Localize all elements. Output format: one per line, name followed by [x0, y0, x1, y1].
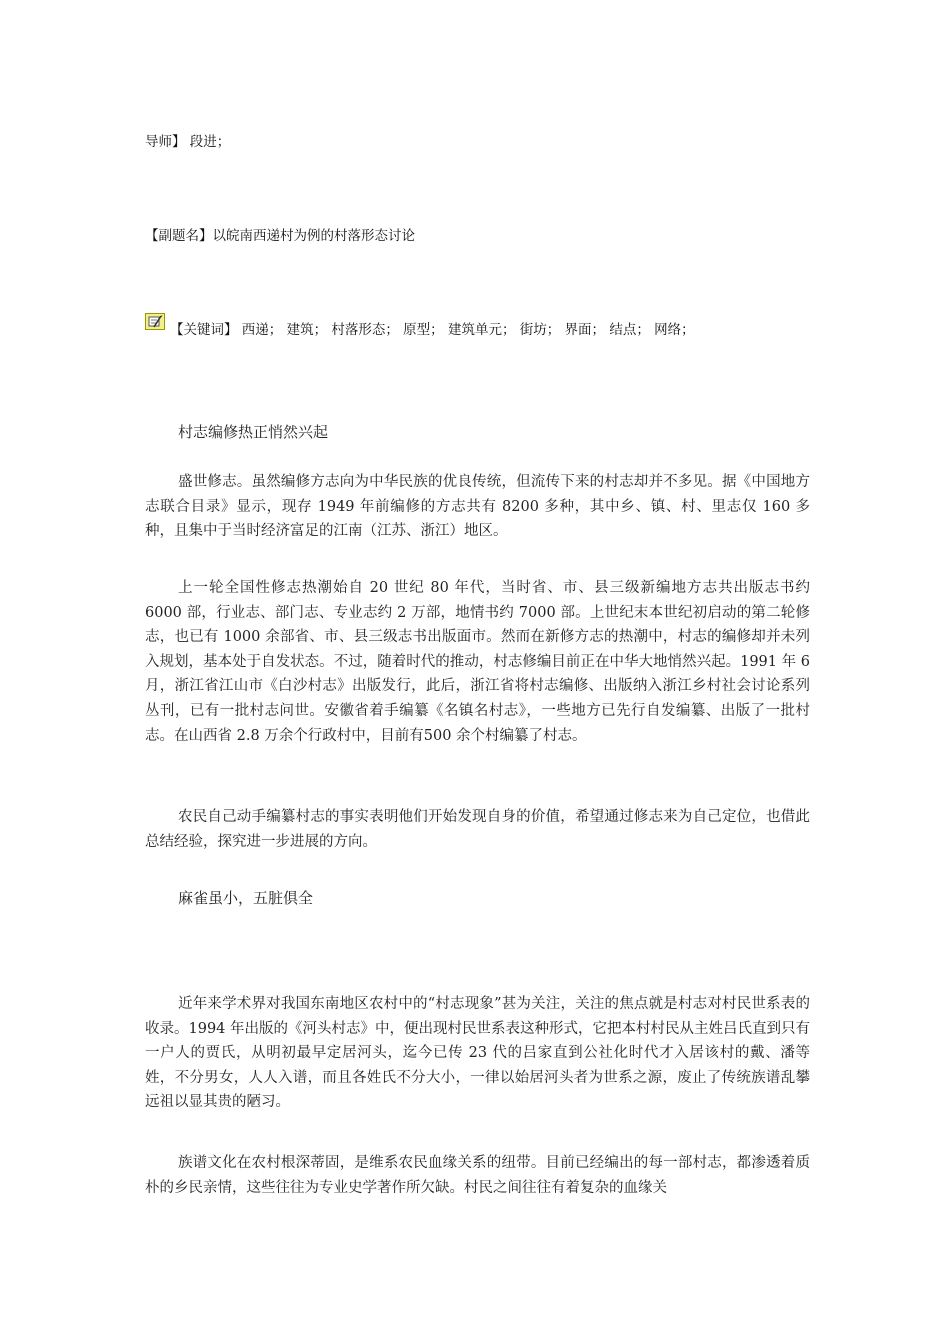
subtitle-line: 【副题名】以皖南西递村为例的村落形态讨论: [145, 228, 415, 244]
paragraph-3: 农民自己动手编纂村志的事实表明他们开始发现自身的价值，希望通过修志来为自己定位，也借此总结经验，探究进一步进展的方向。: [145, 809, 810, 850]
section-heading-1: 村志编修热正悄然兴起: [178, 423, 329, 441]
keywords-line: 【关键词】 西递； 建筑； 村落形态； 原型； 建筑单元； 街坊； 界面； 结点； 网络；: [170, 322, 695, 338]
pencil-note-icon: [145, 313, 165, 330]
paragraph-1: 盛世修志。虽然编修方志向为中华民族的优良传统，但流传下来的村志却并不多见。据《中国地方志联合目录》显示，现存 1949 年前编修的方志共有 8200 多种，其中乡、镇、村、里志仅 160 多种，且集中于当时经济富足的江南（江苏、浙江）地区。: [145, 474, 810, 540]
section-heading-2: 麻雀虽小，五脏俱全: [178, 889, 314, 907]
paragraph-5: 族谱文化在农村根深蒂固，是维系农民血缘关系的纽带。目前已经编出的每一部村志，都渗透着质朴的乡民亲情，这些往往为专业史学著作所欠缺。村民之间往往有着复杂的血缘关: [145, 1155, 810, 1196]
paragraph-4: 近年来学术界对我国东南地区农村中的“村志现象”甚为关注，关注的焦点就是村志对村民世系表的收录。1994 年出版的《河头村志》中，便出现村民世系表这种形式，它把本村村民从主姓吕氏直到只有一户人的贾氏，从明初最早定居河头，迄今已传 23 代的吕家直到公社化时代才入居该村的戴、潘等姓，不分男女，人人入谱，而且各姓氏不分大小，一律以始居河头者为世系之源，废止了传统族谱乱攀远祖以显其贵的陋习。: [145, 996, 811, 1111]
advisor-line: 导师】 段进；: [145, 134, 231, 150]
paragraph-2: 上一轮全国性修志热潮始自 20 世纪 80 年代，当时省、市、县三级新编地方志共出版志书约 6000 部，行业志、部门志、专业志约 2 万部，地情书约 7000 部。上世纪末本世纪初启动的第二轮修志，也已有 1000 余部省、市、县三级志书出版面市。然而在新修方志的热潮中，村志的编修却并未列入规划，基本处于自发状态。不过，随着时代的推动，村志修编目前正在中华大地悄然兴起。1991 年 6 月，浙江省江山市《白沙村志》出版发行，此后，浙江省将村志编修、出版纳入浙江乡村社会讨论系列丛刊，已有一批村志问世。安徽省着手编纂《名镇名村志》，一些地方已先行自发编纂、出版了一批村志。在山西省 2.8 万余个行政村中，目前有500 余个村编纂了村志。: [145, 580, 810, 744]
